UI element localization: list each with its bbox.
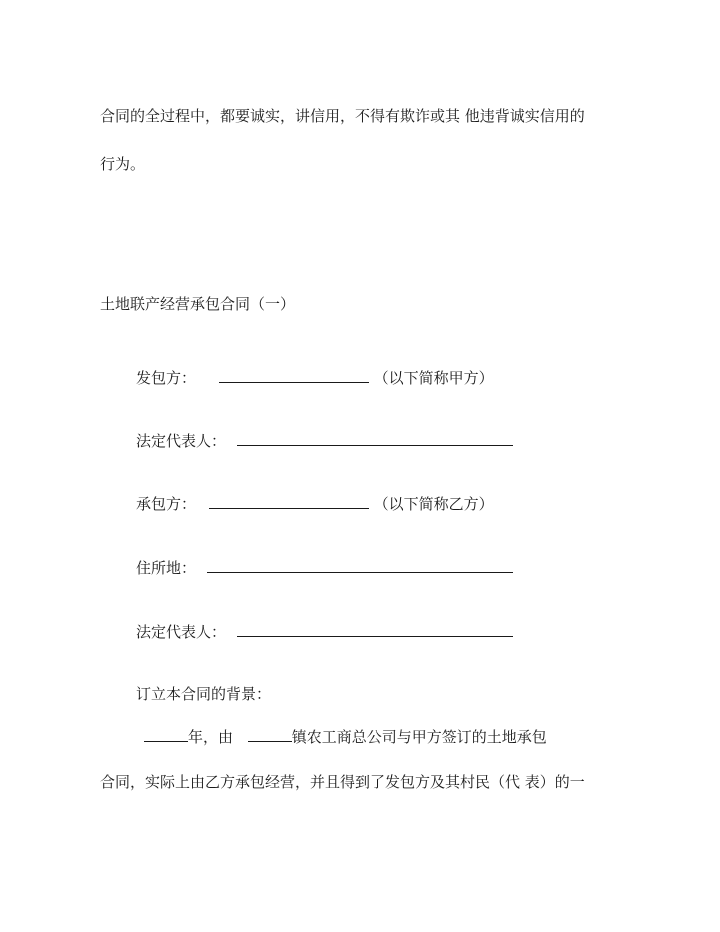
address-blank [207,558,513,573]
background-heading: 订立本合同的背景： [136,685,272,703]
issuer-blank [219,368,369,383]
rep2-field [136,622,513,642]
contractor-blank [209,494,369,509]
intro-line-2: 行为。 [100,155,146,173]
issuer-note: （以下简称甲方） [373,369,494,387]
intro-line-1: 合同的全过程中，都要诚实，讲信用，不得有欺诈或其 他违背诚实信用的 [100,107,585,125]
address-field [136,558,513,578]
rep1-label: 法定代表人： [136,432,227,450]
rep1-blank [237,431,513,446]
contract-title: 土地联产经营承包合同（一） [100,295,296,313]
background-line-1 [144,727,547,747]
rep2-label: 法定代表人： [136,623,227,641]
background-line-1-rest: 镇农工商总公司与甲方签订的土地承包 [291,728,547,746]
issuer-field [136,368,494,388]
contractor-note: （以下简称乙方） [373,495,494,513]
year-blank [144,727,188,742]
background-line-2: 合同，实际上由乙方承包经营，并且得到了发包方及其村民（代 表）的一 [100,773,585,791]
contractor-field [136,494,494,514]
rep1-field [136,431,513,451]
address-label: 住所地： [136,559,197,577]
rep2-blank [237,622,513,637]
year-text: 年，由 [188,728,234,746]
issuer-label: 发包方： [136,369,197,387]
town-blank [248,727,292,742]
contractor-label: 承包方： [136,495,197,513]
